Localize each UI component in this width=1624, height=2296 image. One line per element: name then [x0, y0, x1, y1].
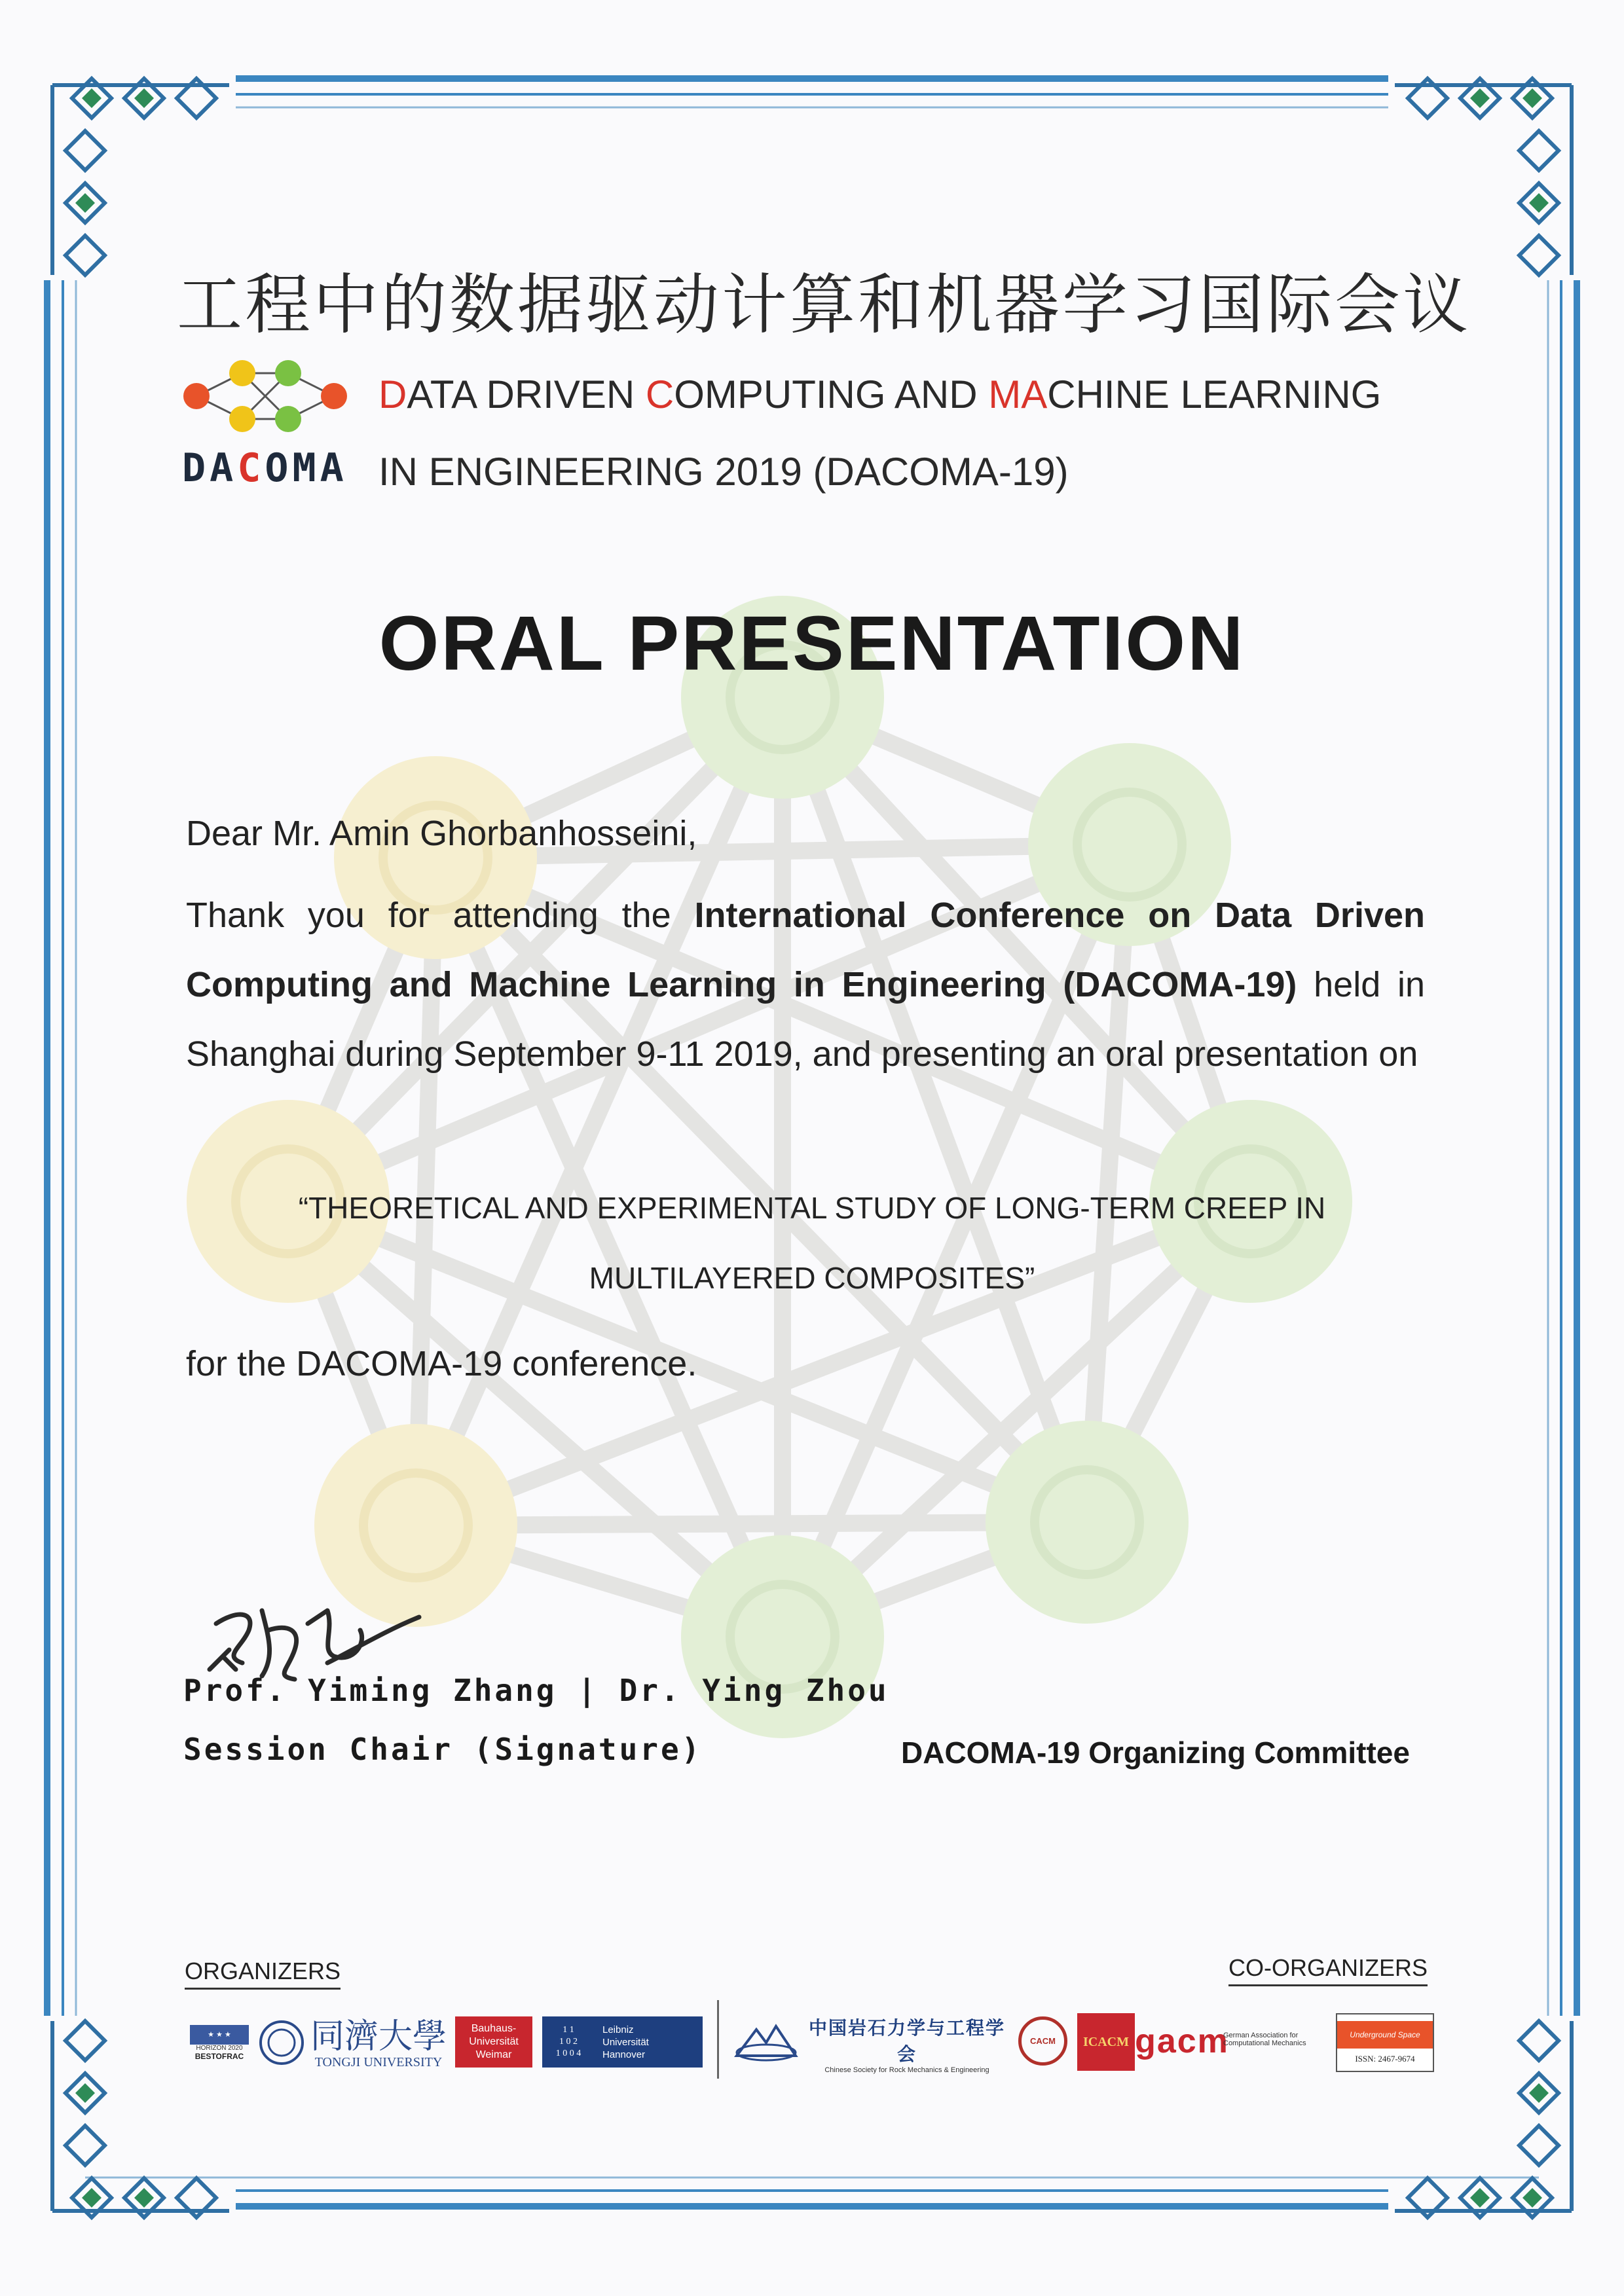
session-chair-role: Session Chair (Signature) [183, 1732, 703, 1767]
underground-space-logo [1336, 2013, 1434, 2072]
corner-ornament-top-right [1388, 71, 1585, 280]
logo-text-left: DA [182, 445, 238, 491]
title-part: TA DRIVEN [430, 373, 646, 416]
bauhaus-logo: Bauhaus- Universität Weimar [455, 2016, 532, 2068]
eu-flag-icon: ★ ★ ★ [190, 2025, 249, 2045]
title-part: OMPUTING AND [674, 373, 989, 416]
tongji-seal-icon [259, 2020, 304, 2066]
tongji-university-logo [306, 2013, 451, 2075]
organizing-committee: DACOMA-19 Organizing Committee [901, 1736, 1410, 1770]
gacm-logo: gacm [1135, 2022, 1229, 2060]
session-chairs-names: Prof. Yiming Zhang | Dr. Ying Zhou [183, 1673, 889, 1708]
horizon-text: HORIZON 2020 [196, 2044, 243, 2052]
organizer-divider [717, 2000, 719, 2079]
title-part: D [378, 373, 407, 416]
organizers-label: ORGANIZERS [185, 1958, 341, 1990]
paper-title-line-1: “THEORETICAL AND EXPERIMENTAL STUDY OF LONG-TERM CREEP IN [298, 1191, 1326, 1225]
bestofrac-text: BESTOFRAC [194, 2051, 244, 2061]
leibniz-logo: Leibniz Universität Hannover [595, 2016, 703, 2068]
gacm-description: German Association for Computational Mechanics [1223, 2032, 1306, 2047]
body-conference-name: International Conference on Data Driven Computing and Machine Learning in Engineering (DACOMA-19) [186, 896, 1425, 1004]
english-conference-title-line-1 [378, 372, 1381, 417]
csrme-en-text: Chinese Society for Rock Mechanics & Engineering [824, 2066, 989, 2074]
journal-issn: ISSN: 2467-9674 [1355, 2054, 1415, 2064]
csrme-emblem-icon [730, 2016, 802, 2069]
english-conference-title-line-2: IN ENGINEERING 2019 (DACOMA-19) [378, 450, 1069, 494]
title-part: A [407, 373, 430, 416]
body-middle: held in Shanghai during September 9-11 2019, and presenting an oral presentation on [186, 965, 1425, 1074]
csrme-logo [805, 2018, 1008, 2074]
horizon-bestofrac-logo [183, 2016, 255, 2069]
certificate-title: ORAL PRESENTATION [378, 600, 1246, 687]
logo-text-right: OMA [265, 445, 348, 491]
certificate-body [186, 881, 1425, 1089]
logo-text-mid: C [237, 445, 265, 491]
chinese-conference-title: 工程中的数据驱动计算和机器学习国际会议 [177, 266, 1471, 343]
cacm-logo: CACM [1018, 2016, 1067, 2066]
leibniz-mark: 1 1 1 0 2 1 0 0 4 [542, 2016, 595, 2068]
tongji-en-text: TONGJI UNIVERSITY [314, 2055, 443, 2069]
dacoma-logo-network-icon [177, 357, 354, 435]
paper-title-line-2: MULTILAYERED COMPOSITES” [589, 1261, 1035, 1295]
corner-ornament-top-left [39, 71, 236, 280]
title-part: CHINE LEARNING [1047, 373, 1382, 416]
journal-name: Underground Space [1337, 2021, 1433, 2049]
body-intro: Thank you for attending the [186, 896, 695, 935]
closing-line: for the DACOMA-19 conference. [186, 1344, 697, 1383]
csrme-cn-text: 中国岩石力学与工程学会 [808, 2018, 1005, 2064]
coorganizers-label: CO-ORGANIZERS [1228, 1954, 1428, 1986]
title-part: C [645, 373, 674, 416]
icacm-logo: ICACM [1077, 2013, 1135, 2071]
tongji-cn-text: 同濟大學 [310, 2017, 447, 2056]
salutation: Dear Mr. Amin Ghorbanhosseini, [186, 814, 697, 853]
dacoma-logo-text [182, 445, 348, 491]
title-part: MA [988, 373, 1048, 416]
